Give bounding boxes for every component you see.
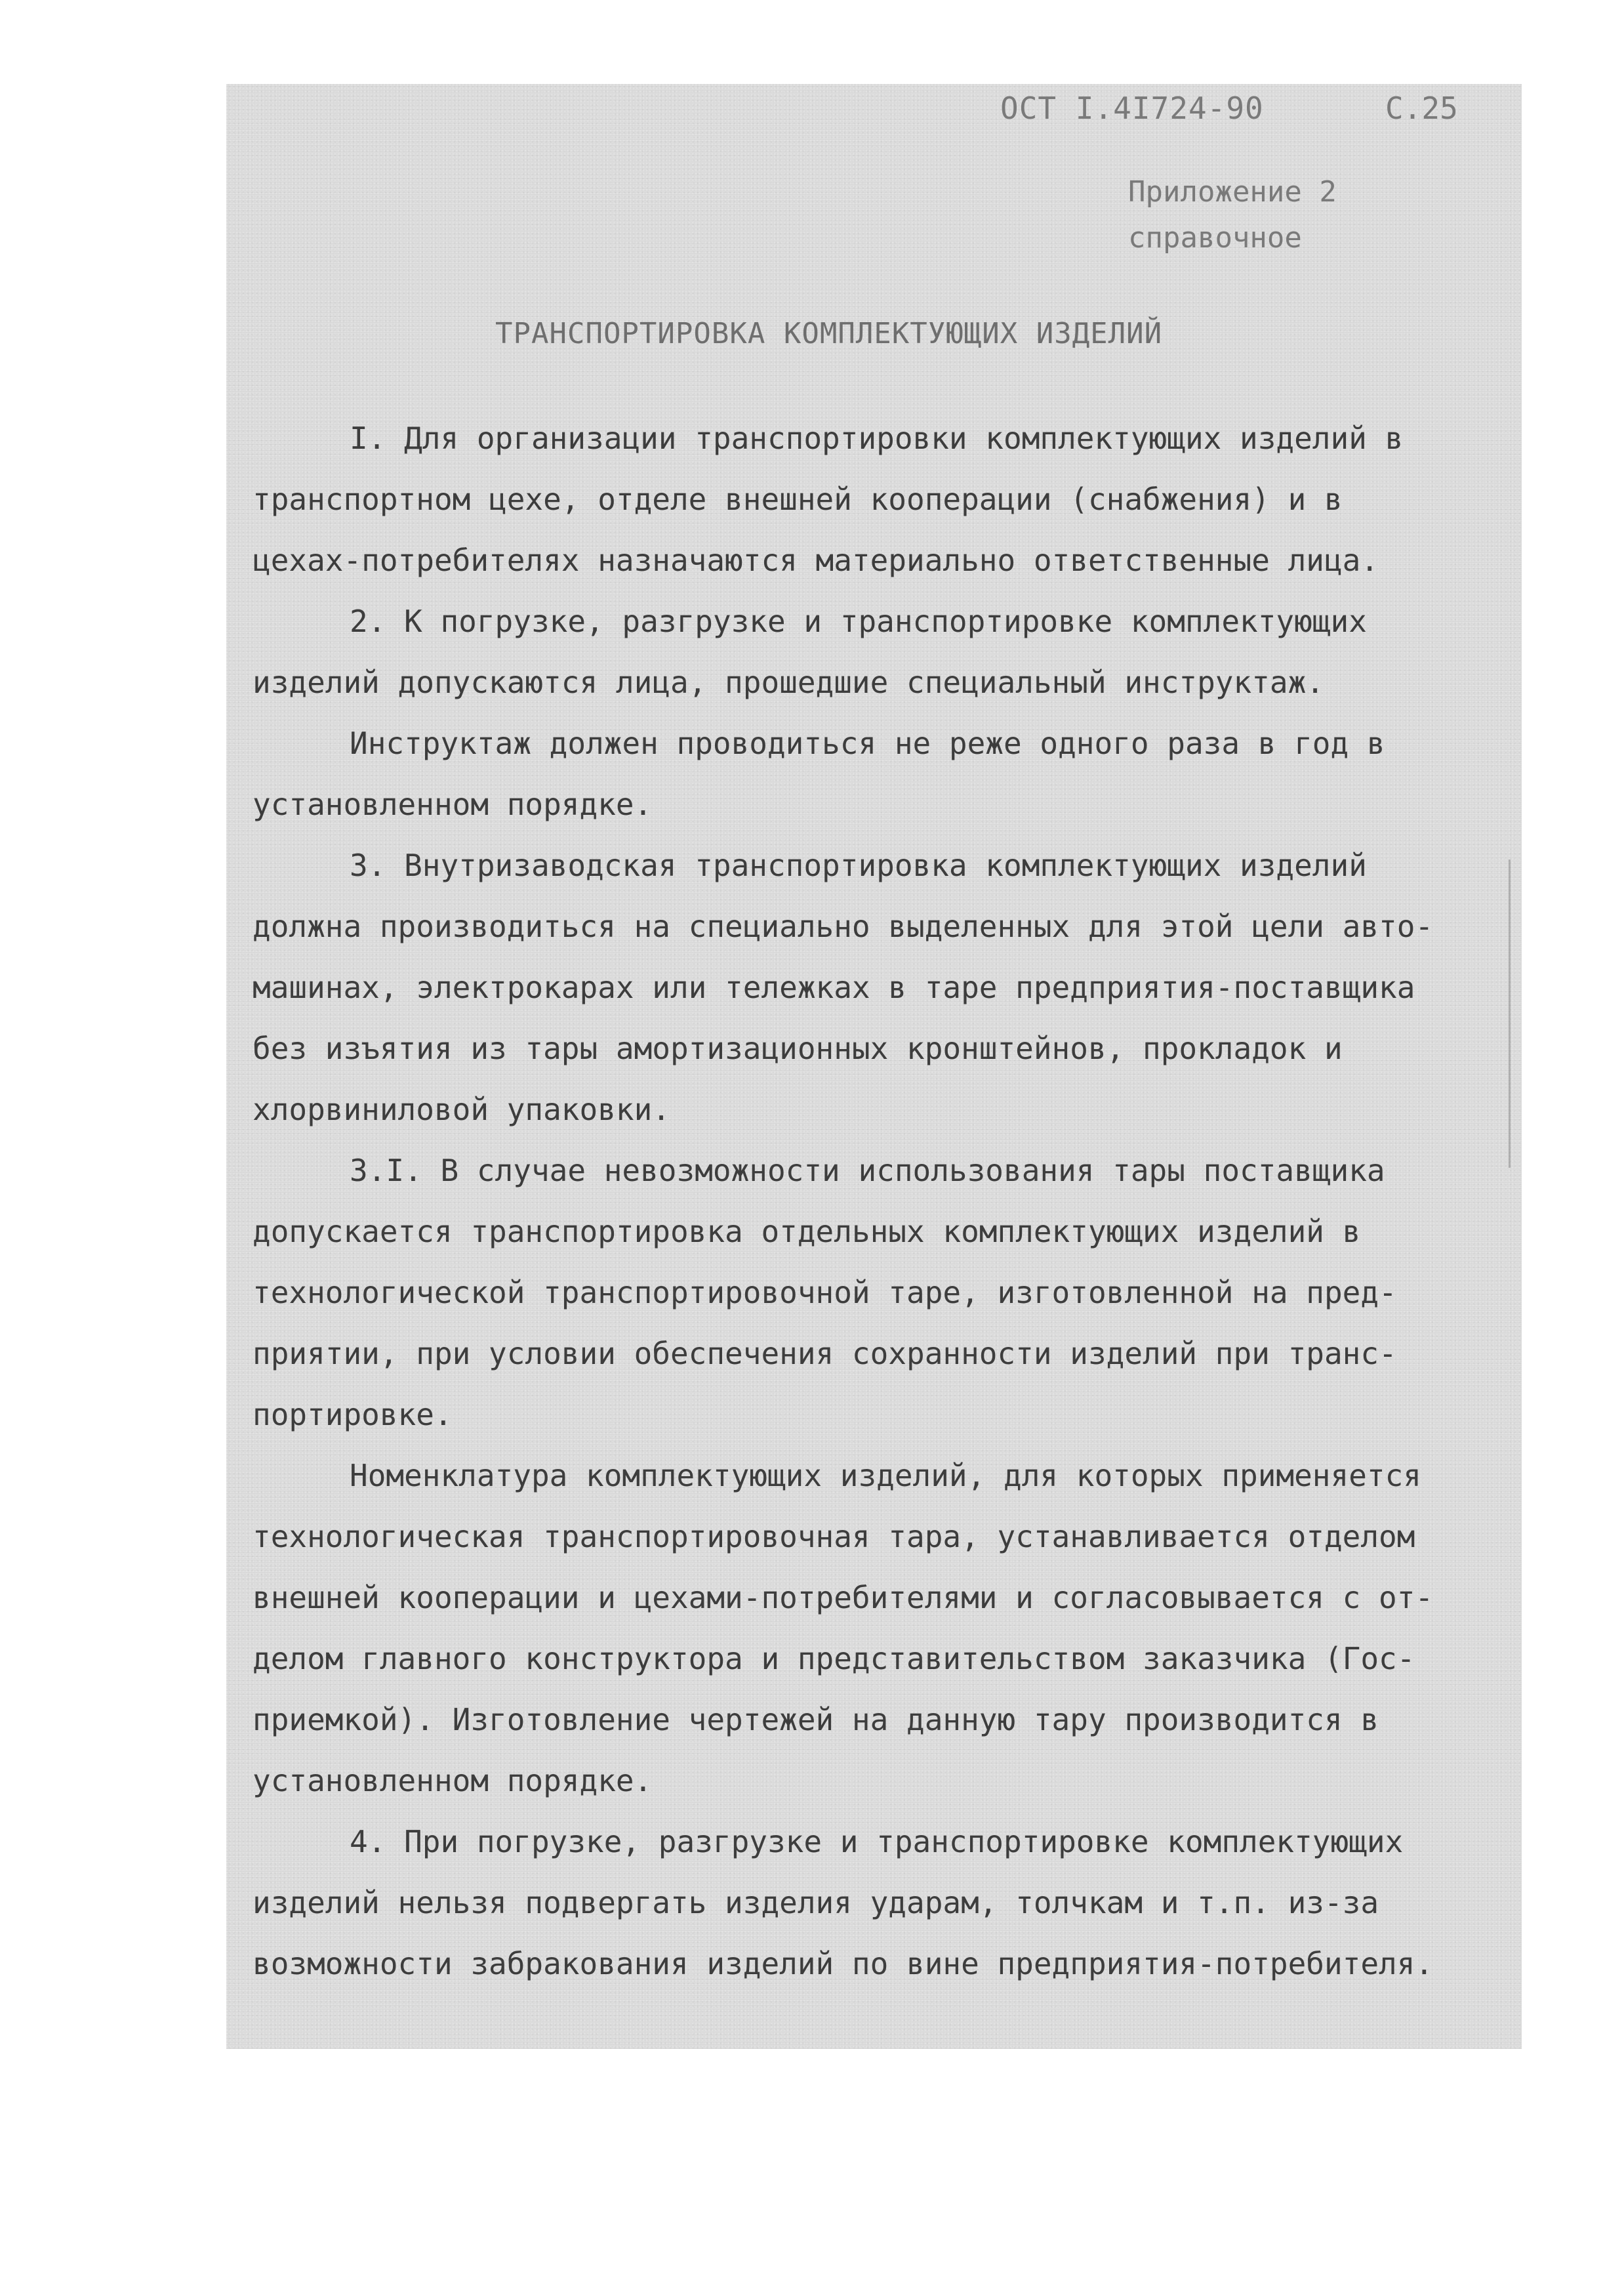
text-line: делом главного конструктора и представительством заказчика (Гос-	[253, 1641, 1415, 1676]
section-title: ТРАНСПОРТИРОВКА КОМПЛЕКТУЮЩИХ ИЗДЕЛИЙ	[495, 317, 1163, 350]
text-line: Номенклатура комплектующих изделий, для которых применяется	[350, 1458, 1421, 1493]
text-line: приемкой). Изготовление чертежей на данную тару производится в	[253, 1702, 1379, 1737]
text-line: технологическая транспортировочная тара, устанавливается отделом	[253, 1519, 1415, 1554]
text-line: приятии, при условии обеспечения сохранности изделий при транс-	[253, 1336, 1397, 1371]
text-line: изделий нельзя подвергать изделия ударам, толчкам и т.п. из-за	[253, 1885, 1379, 1920]
text-line: без изъятия из тары амортизационных кронштейнов, прокладок и	[253, 1031, 1343, 1066]
text-line: I. Для организации транспортировки комплектующих изделий в	[350, 421, 1404, 456]
text-line: хлорвиниловой упаковки.	[253, 1092, 670, 1127]
text-line: изделий допускаются лица, прошедшие специальный инструктаж.	[253, 665, 1324, 700]
text-line: возможности забракования изделий по вине предприятия-потребителя.	[253, 1946, 1434, 1981]
text-line: транспортном цехе, отделе внешней кооперации (снабжения) и в	[253, 482, 1343, 517]
text-line: установленном порядке.	[253, 1763, 653, 1798]
text-line: 4. При погрузке, разгрузке и транспортировке комплектующих	[350, 1824, 1404, 1859]
appendix-label	[1128, 169, 1337, 261]
appendix-number: Приложение 2	[1128, 175, 1337, 209]
text-line: технологической транспортировочной таре, изготовленной на пред-	[253, 1275, 1397, 1310]
page-number: С.25	[1385, 91, 1458, 126]
document-code: ОСТ I.4I724-90	[1000, 91, 1264, 126]
text-line: должна производиться на специально выделенных для этой цели авто-	[253, 909, 1434, 944]
body-text	[253, 408, 1505, 1995]
text-line: Инструктаж должен проводиться не реже одного раза в год в	[350, 726, 1385, 761]
text-line: 3. Внутризаводская транспортировка комплектующих изделий	[350, 848, 1367, 883]
text-line: портировке.	[253, 1397, 453, 1432]
scan-margin-artifact	[1509, 859, 1511, 1168]
text-line: установленном порядке.	[253, 787, 653, 822]
text-line: машинах, электрокарах или тележках в таре предприятия-поставщика	[253, 970, 1415, 1005]
appendix-type: справочное	[1128, 221, 1302, 255]
text-line: 3.I. В случае невозможности использования тары поставщика	[350, 1153, 1385, 1188]
text-line: внешней кооперации и цехами-потребителями и согласовывается с от-	[253, 1580, 1434, 1615]
text-line: допускается транспортировка отдельных комплектующих изделий в	[253, 1214, 1361, 1249]
text-line: цехах-потребителях назначаются материально ответственные лица.	[253, 543, 1379, 578]
text-line: 2. К погрузке, разгрузке и транспортировке комплектующих	[350, 604, 1367, 639]
